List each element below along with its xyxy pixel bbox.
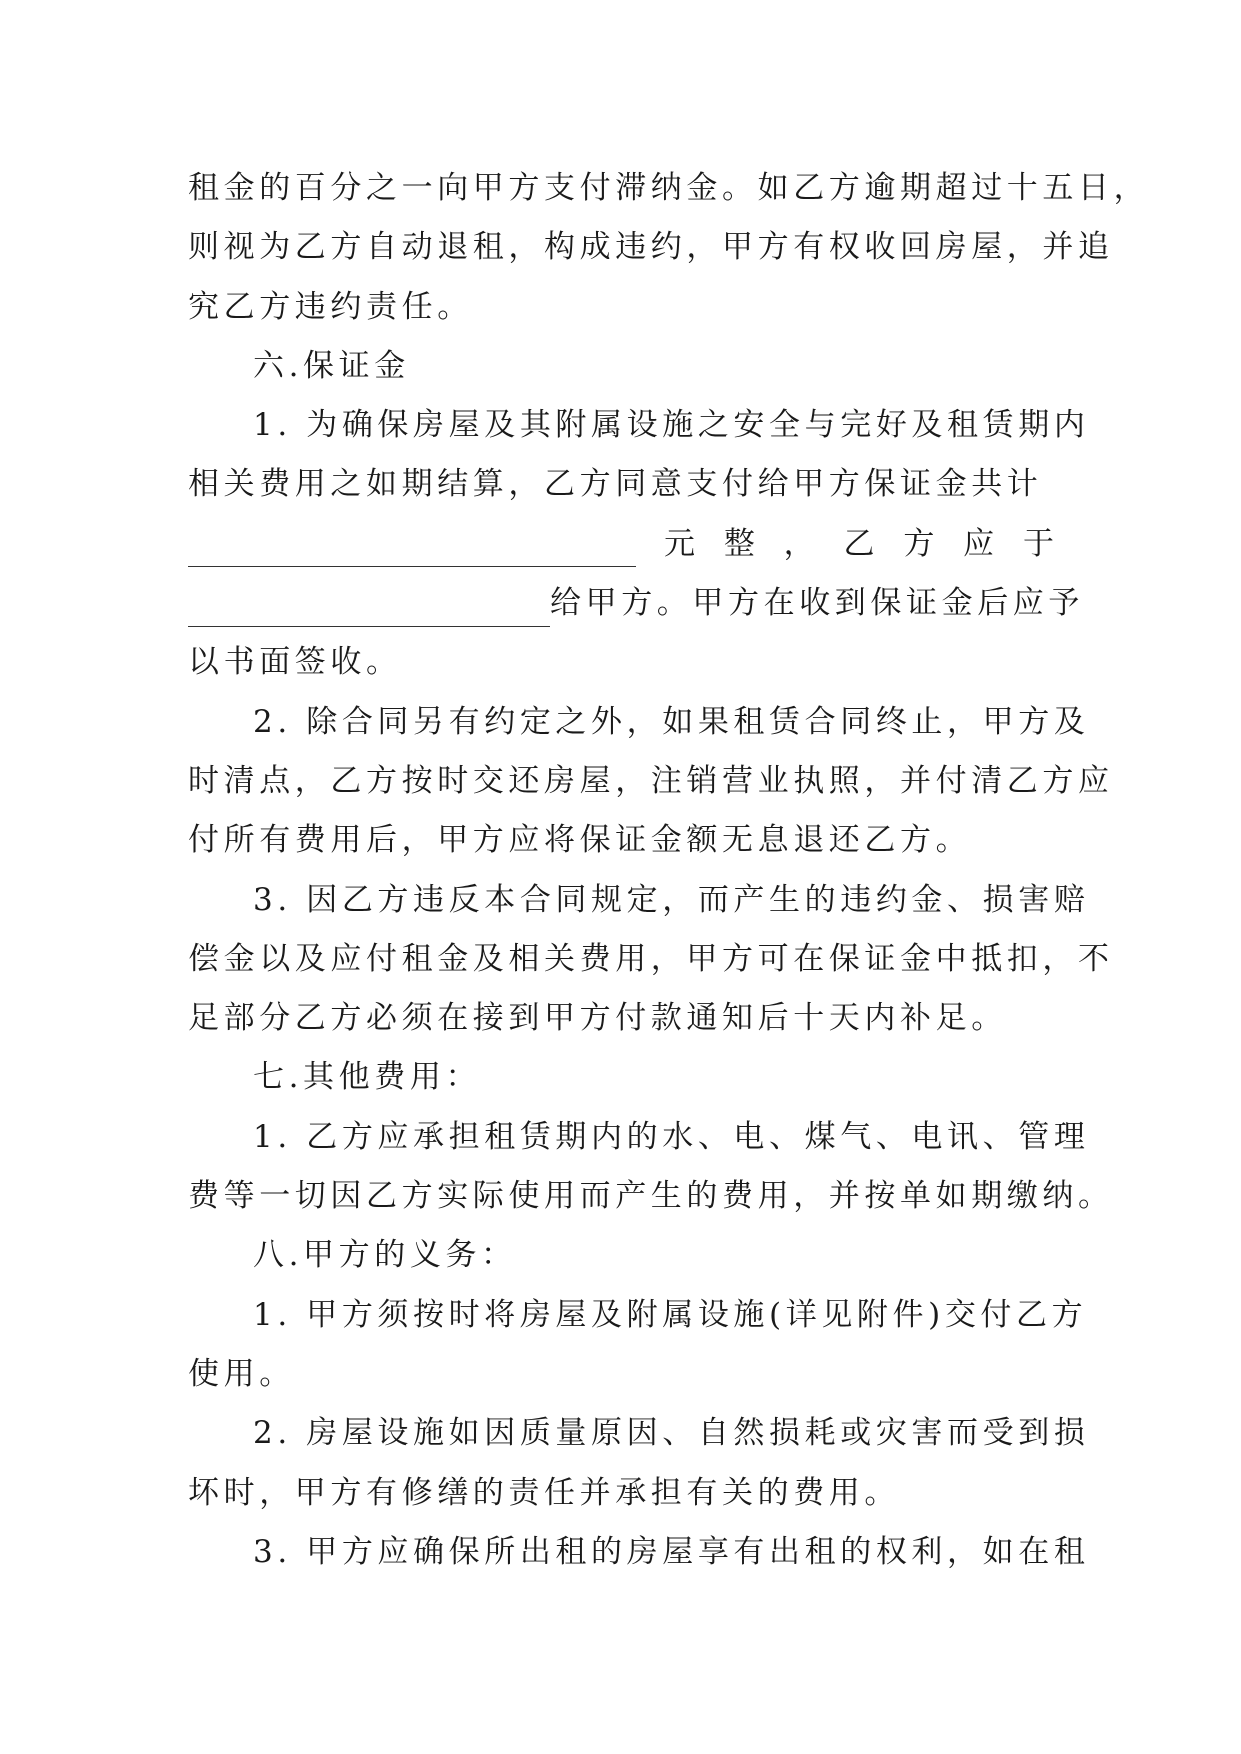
paragraph-line: 3. 因乙方违反本合同规定，而产生的违约金、损害赔 xyxy=(253,881,1090,918)
paragraph-line: 偿金以及应付租金及相关费用，甲方可在保证金中抵扣，不 xyxy=(188,940,1114,977)
deposit-amount-row xyxy=(188,515,1054,574)
paragraph-line: 究乙方违约责任。 xyxy=(188,288,473,325)
deposit-amount-suffix xyxy=(664,515,1054,574)
section-heading-deposit: 六.保证金 xyxy=(253,347,410,384)
section-heading-party-a-obligations: 八.甲方的义务： xyxy=(253,1237,517,1274)
paragraph-line: 相关费用之如期结算，乙方同意支付给甲方保证金共计 xyxy=(188,466,1043,503)
char: 于 xyxy=(1022,525,1054,562)
deposit-date-blank[interactable] xyxy=(188,596,550,627)
paragraph-line: 3. 甲方应确保所出租的房屋享有出租的权利，如在租 xyxy=(253,1533,1090,1570)
deposit-amount-blank[interactable] xyxy=(188,536,636,567)
section-heading-other-fees: 七.其他费用： xyxy=(253,1059,482,1096)
char: 元 xyxy=(664,525,695,562)
paragraph-line: 坏时，甲方有修缮的责任并承担有关的费用。 xyxy=(188,1474,900,1511)
paragraph-line: 足部分乙方必须在接到甲方付款通知后十天内补足。 xyxy=(188,1000,1007,1037)
char: ， xyxy=(783,525,815,562)
paragraph-line: 租金的百分之一向甲方支付滞纳金。如乙方逾期超过十五日， xyxy=(188,170,1150,206)
char: 方 xyxy=(903,525,935,562)
char: 乙 xyxy=(843,525,875,562)
paragraph-line: 2. 房屋设施如因质量原因、自然损耗或灾害而受到损 xyxy=(253,1415,1090,1452)
paragraph-line: 2. 除合同另有约定之外，如果租赁合同终止，甲方及 xyxy=(253,703,1090,740)
paragraph-line: 1. 为确保房屋及其附属设施之安全与完好及租赁期内 xyxy=(253,407,1090,444)
paragraph-line: 1. 乙方应承担租赁期内的水、电、煤气、电讯、管理 xyxy=(253,1118,1090,1155)
paragraph-line: 1. 甲方须按时将房屋及附属设施(详见附件)交付乙方 xyxy=(253,1296,1088,1333)
paragraph-line: 付所有费用后，甲方应将保证金额无息退还乙方。 xyxy=(188,822,972,859)
char: 整 xyxy=(723,525,755,562)
paragraph-line: 则视为乙方自动退租，构成违约，甲方有权收回房屋，并追 xyxy=(188,229,1114,266)
deposit-date-text: 给甲方。甲方在收到保证金后应予 xyxy=(550,585,1084,622)
paragraph-line: 费等一切因乙方实际使用而产生的费用，并按单如期缴纳。 xyxy=(188,1178,1114,1215)
deposit-date-row xyxy=(188,574,1084,633)
paragraph-line: 以书面签收。 xyxy=(188,644,402,681)
document-page xyxy=(188,159,1150,1582)
char: 应 xyxy=(963,525,995,562)
paragraph-line: 时清点，乙方按时交还房屋，注销营业执照，并付清乙方应 xyxy=(188,762,1114,799)
paragraph-line: 使用。 xyxy=(188,1355,295,1392)
